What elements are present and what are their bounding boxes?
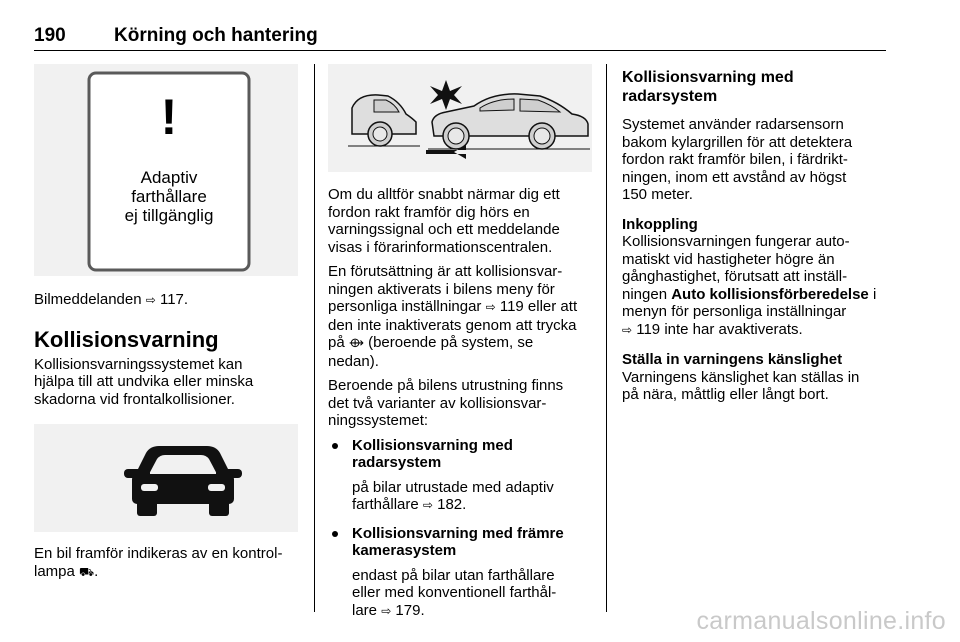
- column-1-text-bottom: En bil framför indikeras av en kontrol- lampa ⛟.: [34, 545, 283, 580]
- paragraph-radar-sensor: Systemet använder radarsensorn bakom kylargrillen för att detektera fordon rakt framför bilen, i färdrikt- ningen, inom ett avstånd av högst 150 meter.: [622, 116, 853, 203]
- page-ref-arrow-icon: ⇨: [145, 293, 156, 307]
- section-heading-radar: Kollisionsvarning med radarsystem: [622, 69, 794, 105]
- bullet-radar-system: Kollisionsvarning med radarsystem på bilar utrustade med adaptiv farthållare ⇨ 182.: [328, 437, 594, 515]
- subheading-activation: Inkoppling: [622, 215, 698, 233]
- collision-warning-illustration: [328, 64, 592, 172]
- indicator-lamp-figure: [34, 424, 298, 532]
- message-line-3: ej tillgänglig: [124, 206, 214, 225]
- warning-exclamation-icon: !: [160, 89, 178, 145]
- paragraph-variants: Beroende på bilens utrustning finns det två varianter av kollisionsvar- ningssystemet:: [328, 377, 564, 429]
- column-2-text: [328, 186, 594, 627]
- section-heading: Kollisionsvarning: [34, 326, 219, 352]
- watermark: carmanualsonline.info: [696, 607, 946, 635]
- section-intro: Kollisionsvarningssystemet kan hjälpa till att undvika eller minska skadorna vid frontalkollisioner.: [34, 355, 254, 408]
- page-header: [34, 22, 886, 51]
- message-reference: Bilmeddelanden ⇨ 117.: [34, 291, 189, 308]
- paragraph-sensitivity: Varningens känslighet kan ställas in på nära, måttlig eller långt bort.: [622, 368, 860, 403]
- paragraph-warning: Om du alltför snabbt närmar dig ett fordon rakt framför dig hörs en varningssignal och ett meddelande visas i förarinformationscentralen.: [328, 186, 560, 256]
- collision-button-icon: ⟴: [348, 336, 364, 351]
- chapter-title: Körning och hantering: [114, 25, 318, 46]
- car-lamp-symbol-icon: ⛟: [79, 564, 95, 579]
- paragraph-activation: Kollisionsvarningen fungerar auto- matiskt vid hastigheter högre än gånghastighet, förutsatt att inställ- ningen Auto kollisionsförberedelse i menyn för personliga inställningar ⇨ 119 inte har avaktiverats.: [622, 233, 877, 338]
- message-line-1: Adaptiv: [140, 168, 198, 187]
- message-line-2: farthållare: [131, 187, 207, 206]
- bullet-dot: [332, 531, 338, 537]
- bullet-camera-system: Kollisionsvarning med främre kamerasystem endast på bilar utan farthållare eller med konventionell farthål- lare ⇨ 179.: [328, 525, 594, 621]
- paragraph-condition: En förutsättning är att kollisionsvar- ningen aktiverats i bilens meny för personliga inställningar ⇨ 119 eller att den inte inaktiverats genom att trycka på ⟴ (beroende på system, se nedan).: [328, 263, 578, 370]
- column-3-text: [622, 68, 890, 411]
- page-ref-arrow-icon: ⇨: [485, 300, 496, 314]
- column-divider-right: [606, 64, 607, 612]
- message-display-figure: [34, 64, 298, 276]
- subheading-sensitivity: Ställa in varningens känslighet: [622, 351, 843, 368]
- column-divider-left: [314, 64, 315, 612]
- collision-scene-figure: [328, 64, 592, 172]
- column-1-text-top: [34, 291, 304, 408]
- page-ref-arrow-icon: ⇨: [422, 498, 433, 512]
- car-ahead-lamp-icon: [34, 424, 298, 532]
- page-ref-arrow-icon: ⇨: [381, 603, 392, 618]
- page-number: 190: [34, 25, 66, 46]
- page-ref-arrow-icon: ⇨: [622, 322, 633, 337]
- bullet-dot: [332, 443, 338, 449]
- impact-star-icon: [430, 80, 462, 110]
- message-display-illustration: [34, 64, 298, 276]
